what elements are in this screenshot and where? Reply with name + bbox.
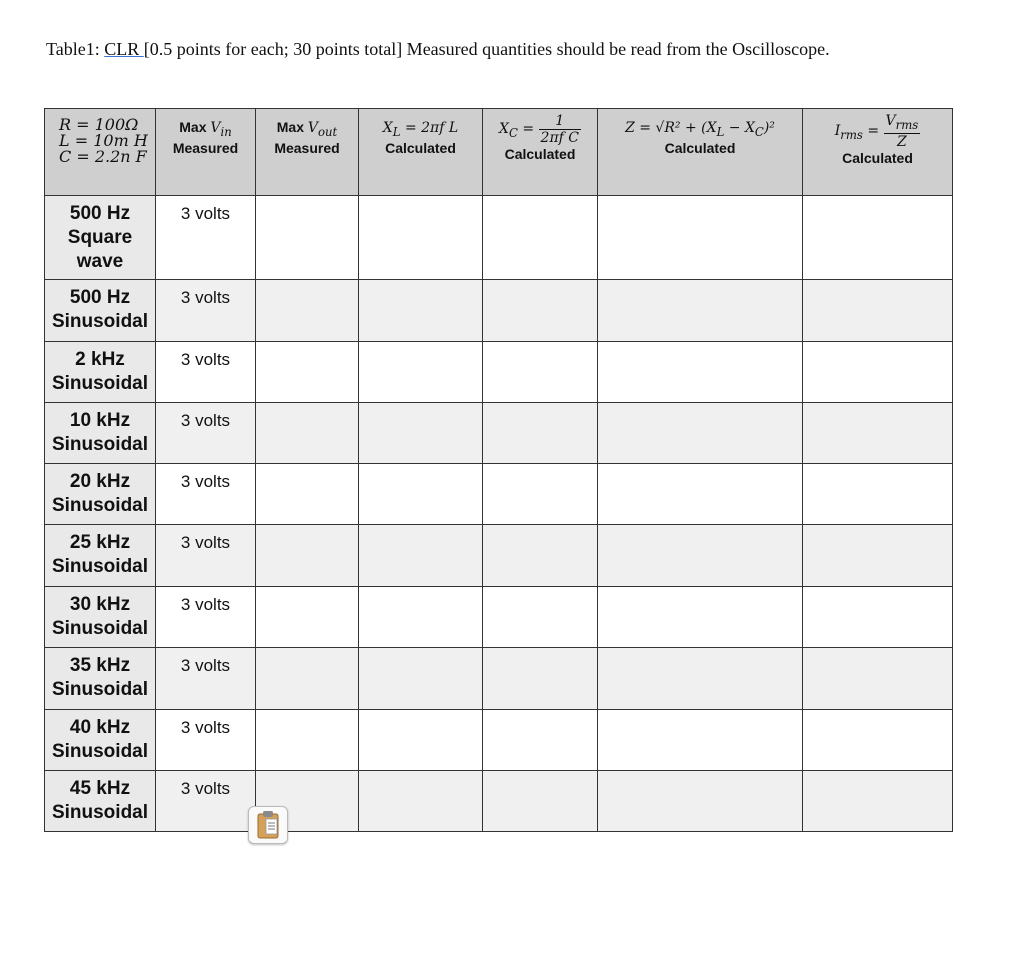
row-frequency: 10 kHz — [69, 410, 131, 431]
cell-irms[interactable] — [803, 587, 953, 648]
cell-max-vout[interactable] — [256, 280, 359, 342]
param-c: C = 2.2n F — [59, 147, 147, 166]
cell-max-vin[interactable]: 3 volts — [156, 525, 256, 587]
cell-max-vin[interactable]: 3 volts — [156, 771, 256, 832]
cell-max-vout[interactable] — [256, 464, 359, 525]
table-row — [45, 648, 953, 710]
cell-max-vin[interactable]: 3 volts — [156, 342, 256, 403]
table-row — [45, 771, 953, 832]
table-row — [45, 196, 953, 280]
cell-xl[interactable] — [359, 525, 483, 587]
header-max-vout: Max $V_{out}$ Measured — [256, 109, 359, 196]
cell-xl[interactable] — [359, 464, 483, 525]
cell-irms[interactable] — [803, 342, 953, 403]
cell-max-vout[interactable] — [256, 196, 359, 280]
cell-z[interactable] — [598, 525, 803, 587]
row-label — [45, 648, 156, 710]
cell-max-vout[interactable] — [256, 525, 359, 587]
cell-max-vout[interactable] — [256, 587, 359, 648]
clr-table — [44, 108, 953, 832]
cell-z[interactable] — [598, 710, 803, 771]
cell-z[interactable] — [598, 771, 803, 832]
row-label — [45, 403, 156, 464]
header-z: $Z = √R^2 + (X_L - X_C)^2$ Calculated — [598, 109, 803, 196]
table-row — [45, 710, 953, 771]
cell-max-vin[interactable]: 3 volts — [156, 710, 256, 771]
table-row — [45, 403, 953, 464]
row-label — [45, 464, 156, 525]
cell-z[interactable] — [598, 196, 803, 280]
cell-z[interactable] — [598, 587, 803, 648]
row-frequency: 500 Hz — [69, 287, 131, 308]
cell-xc[interactable] — [483, 525, 598, 587]
header-parameters — [45, 109, 156, 196]
cell-max-vout[interactable] — [256, 710, 359, 771]
cell-irms[interactable] — [803, 280, 953, 342]
cell-max-vin[interactable]: 3 volts — [156, 280, 256, 342]
cell-max-vin[interactable]: 3 volts — [156, 464, 256, 525]
cell-xl[interactable] — [359, 196, 483, 280]
cell-xl[interactable] — [359, 403, 483, 464]
cell-z[interactable] — [598, 403, 803, 464]
cell-xc[interactable] — [483, 648, 598, 710]
table-caption — [46, 38, 946, 60]
row-frequency: 20 kHz — [69, 471, 131, 492]
row-waveform: Sinusoidal — [51, 679, 149, 700]
cell-xc[interactable] — [483, 196, 598, 280]
cell-irms[interactable] — [803, 648, 953, 710]
row-waveform: Square wave — [67, 227, 133, 272]
row-waveform: Sinusoidal — [51, 434, 149, 455]
row-waveform: Sinusoidal — [51, 373, 149, 394]
row-label — [45, 587, 156, 648]
caption-rest: [0.5 points for each; 30 points total] Measured quantities should be read from the Oscilloscope. — [143, 39, 830, 59]
row-label — [45, 342, 156, 403]
cell-xl[interactable] — [359, 771, 483, 832]
cell-z[interactable] — [598, 280, 803, 342]
row-frequency: 35 kHz — [69, 655, 131, 676]
cell-max-vin[interactable]: 3 volts — [156, 196, 256, 280]
cell-max-vin[interactable]: 3 volts — [156, 403, 256, 464]
cell-xc[interactable] — [483, 342, 598, 403]
cell-xc[interactable] — [483, 587, 598, 648]
row-frequency: 25 kHz — [69, 532, 131, 553]
row-waveform: Sinusoidal — [51, 495, 149, 516]
cell-irms[interactable] — [803, 771, 953, 832]
cell-xl[interactable] — [359, 587, 483, 648]
cell-irms[interactable] — [803, 464, 953, 525]
cell-xc[interactable] — [483, 771, 598, 832]
cell-xl[interactable] — [359, 710, 483, 771]
cell-max-vout[interactable] — [256, 648, 359, 710]
row-frequency: 40 kHz — [69, 717, 131, 738]
row-label — [45, 771, 156, 832]
table-row — [45, 587, 953, 648]
cell-xc[interactable] — [483, 710, 598, 771]
cell-irms[interactable] — [803, 710, 953, 771]
cell-z[interactable] — [598, 648, 803, 710]
param-l: L = 10m H — [59, 131, 148, 150]
row-frequency: 30 kHz — [69, 594, 131, 615]
cell-max-vin[interactable]: 3 volts — [156, 648, 256, 710]
cell-xc[interactable] — [483, 403, 598, 464]
param-r: R = 100Ω — [59, 115, 139, 134]
cell-xl[interactable] — [359, 280, 483, 342]
cell-max-vin[interactable]: 3 volts — [156, 587, 256, 648]
row-label — [45, 710, 156, 771]
header-xc: $X_C$ = $\frac{1}{\text{2πf C}}$ Calculated — [483, 109, 598, 196]
caption-link[interactable]: CLR — [104, 39, 144, 59]
row-waveform: Sinusoidal — [51, 618, 149, 639]
cell-xl[interactable] — [359, 342, 483, 403]
caption-prefix: Table1: — [46, 39, 105, 59]
header-xl: $X_L = 2\pi f$ L Calculated — [359, 109, 483, 196]
cell-max-vout[interactable] — [256, 342, 359, 403]
cell-xc[interactable] — [483, 280, 598, 342]
table-row — [45, 280, 953, 342]
cell-irms[interactable] — [803, 196, 953, 280]
table-row — [45, 342, 953, 403]
row-label — [45, 280, 156, 342]
header-irms: $I_{rms}$ = $\frac{V_{rms}}{Z}$ Calculated — [803, 109, 953, 196]
table-row — [45, 525, 953, 587]
row-frequency: 2 kHz — [75, 349, 125, 370]
row-label — [45, 525, 156, 587]
cell-irms[interactable] — [803, 525, 953, 587]
cell-z[interactable] — [598, 464, 803, 525]
cell-xl[interactable] — [359, 648, 483, 710]
row-frequency: 45 kHz — [69, 778, 131, 799]
cell-z[interactable] — [598, 342, 803, 403]
table-row — [45, 464, 953, 525]
cell-irms[interactable] — [803, 403, 953, 464]
row-waveform: Sinusoidal — [51, 311, 149, 332]
row-waveform: Sinusoidal — [51, 802, 149, 823]
cell-xc[interactable] — [483, 464, 598, 525]
row-waveform: Sinusoidal — [51, 741, 149, 762]
row-label — [45, 196, 156, 280]
clipboard-paste-icon[interactable] — [248, 806, 288, 844]
row-frequency: 500 Hz — [69, 203, 131, 224]
header-max-vin: Max $V_{in}$ Measured — [156, 109, 256, 196]
cell-max-vout[interactable] — [256, 403, 359, 464]
row-waveform: Sinusoidal — [51, 556, 149, 577]
